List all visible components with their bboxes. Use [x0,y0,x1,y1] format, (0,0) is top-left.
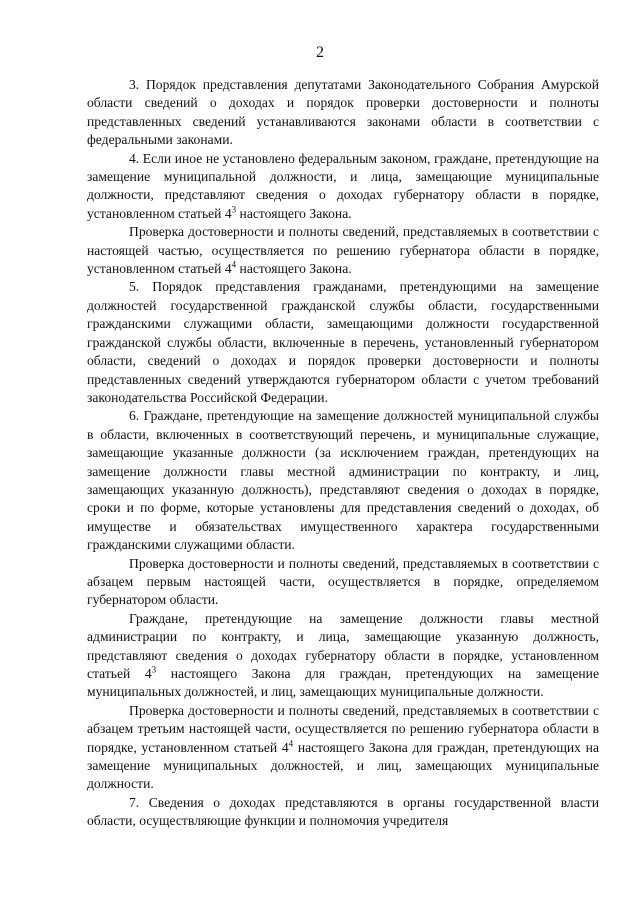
paragraph-text: настоящего Закона для граждан, претендующих на замещение муниципальных должностей, и лиц, замещающих муниципальные должности. [87,739,599,792]
superscript: 3 [151,664,157,675]
paragraph-part-6-heads [87,610,599,702]
paragraph-text: Проверка достоверности и полноты сведений, представляемых в соответствии с настоящей частью, осуществляется по решению губернатора области в порядке, установленном статьей 4 [87,224,599,277]
superscript: 4 [288,738,294,749]
paragraph-part-6-heads-verification [87,702,599,794]
page-number: 2 [316,44,324,61]
paragraph-part-5: 5. Порядок представления гражданами, претендующими на замещение должностей государственной гражданской службы области, государственными гражданскими служащими области, замещающими должности государственной гражданской службы области, включенные в перечень, установленный губернатором области, сведений о доходах и порядок проверки достоверности и полноты представленных сведений утверждаются губернатором области с учетом требований законодательства Российской Федерации. [87,279,599,405]
document-body [87,76,599,831]
paragraph-text: настоящего Закона для граждан, претендующих на замещение муниципальных должностей, и лиц, замещающих муниципальные должности. [87,666,599,700]
paragraph-text: 4. Если иное не установлено федеральным законом, граждане, претендующие на замещение муниципальной должности, и лица, замещающие муниципальные должности, представляют сведения о доходах губернатору области в порядке, установленном статьей 4 [87,150,599,221]
paragraph-part-7: 7. Сведения о доходах представляются в органы государственной власти области, осуществляющие функции и полномочия учредителя [87,794,599,829]
paragraph-part-6-verification: Проверка достоверности и полноты сведений, представляемых в соответствии с абзацем первым настоящей части, осуществляется в порядке, определяемом губернатором области. [87,555,599,608]
paragraph-part-4 [87,150,599,224]
paragraph-text: настоящего Закона. [236,261,352,277]
paragraph-part-6: 6. Граждане, претендующие на замещение должностей муниципальной службы в области, включенных в соответствующий перечень, и муниципальные служащие, замещающие указанные должности (за исключением граждан, претендующих на замещение должности главы местной администрации по контракту, и лиц, замещающих указанную должность), представляют сведения о доходах в порядке, сроки и по форме, которые установлены для представления сведений о доходах, об имуществе и обязательствах имущественного характера государственными гражданскими служащими области. [87,408,599,553]
superscript: 3 [231,204,237,215]
paragraph-part-4-verification [87,223,599,278]
paragraph-part-3: 3. Порядок представления депутатами Законодательного Собрания Амурской области сведений о доходах и порядок проверки достоверности и полноты представленных сведений устанавливаются законами области в соответствии с федеральными законами. [87,77,599,148]
paragraph-text: Проверка достоверности и полноты сведений, представляемых в соответствии с абзацем третьим настоящей части, осуществляется по решению губернатора области в порядке, установленном статьей 4 [87,702,599,755]
paragraph-text: Граждане, претендующие на замещение должности главы местной администрации по контракту, и лица, замещающие указанную должность, представляют сведения о доходах губернатору области в порядке, установленном статьей 4 [87,610,599,681]
superscript: 4 [231,259,237,270]
paragraph-text: настоящего Закона. [236,205,352,221]
